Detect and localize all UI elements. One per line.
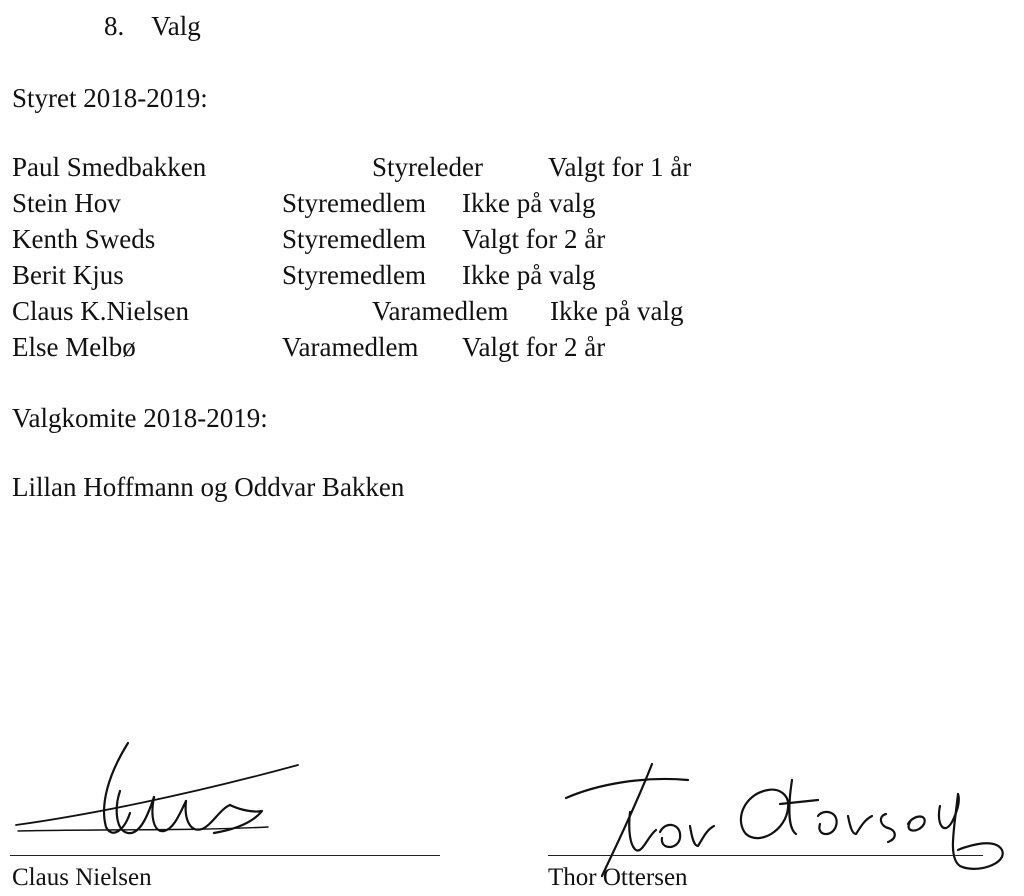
member-status: Valgt for 1 år bbox=[548, 152, 692, 182]
member-role: Styreleder bbox=[372, 152, 483, 182]
board-member-row bbox=[0, 259, 1024, 293]
member-status: Valgt for 2 år bbox=[462, 332, 606, 362]
signature-claus-nielsen bbox=[8, 735, 308, 855]
member-name: Berit Kjus bbox=[12, 260, 124, 290]
member-status: Ikke på valg bbox=[550, 296, 684, 326]
signature-line-right bbox=[548, 855, 983, 856]
member-role: Styremedlem bbox=[282, 188, 426, 218]
member-role: Varamedlem bbox=[372, 296, 509, 326]
section-number: 8. bbox=[104, 11, 125, 41]
signatory-name-right: Thor Ottersen bbox=[548, 864, 688, 891]
member-status: Ikke på valg bbox=[462, 188, 596, 218]
member-name: Claus K.Nielsen bbox=[12, 296, 189, 326]
section-heading bbox=[104, 10, 201, 42]
member-role: Styremedlem bbox=[282, 260, 426, 290]
section-title: Valg bbox=[151, 11, 201, 41]
committee-members: Lillan Hoffmann og Oddvar Bakken bbox=[12, 472, 405, 502]
member-status: Valgt for 2 år bbox=[462, 224, 606, 254]
member-name: Paul Smedbakken bbox=[12, 152, 207, 182]
member-name: Kenth Sweds bbox=[12, 224, 156, 254]
member-name: Else Melbø bbox=[12, 332, 136, 362]
board-member-row bbox=[0, 151, 1024, 185]
committee-heading: Valgkomite 2018-2019: bbox=[12, 403, 268, 433]
member-status: Ikke på valg bbox=[462, 260, 596, 290]
signature-line-left bbox=[10, 855, 440, 856]
board-heading: Styret 2018-2019: bbox=[12, 83, 208, 113]
signatory-name-left: Claus Nielsen bbox=[12, 864, 152, 891]
member-name: Stein Hov bbox=[12, 188, 121, 218]
member-role: Styremedlem bbox=[282, 224, 426, 254]
board-member-row bbox=[0, 223, 1024, 257]
board-member-row bbox=[0, 331, 1024, 365]
board-member-row bbox=[0, 295, 1024, 329]
member-role: Varamedlem bbox=[282, 332, 419, 362]
board-member-row bbox=[0, 187, 1024, 221]
